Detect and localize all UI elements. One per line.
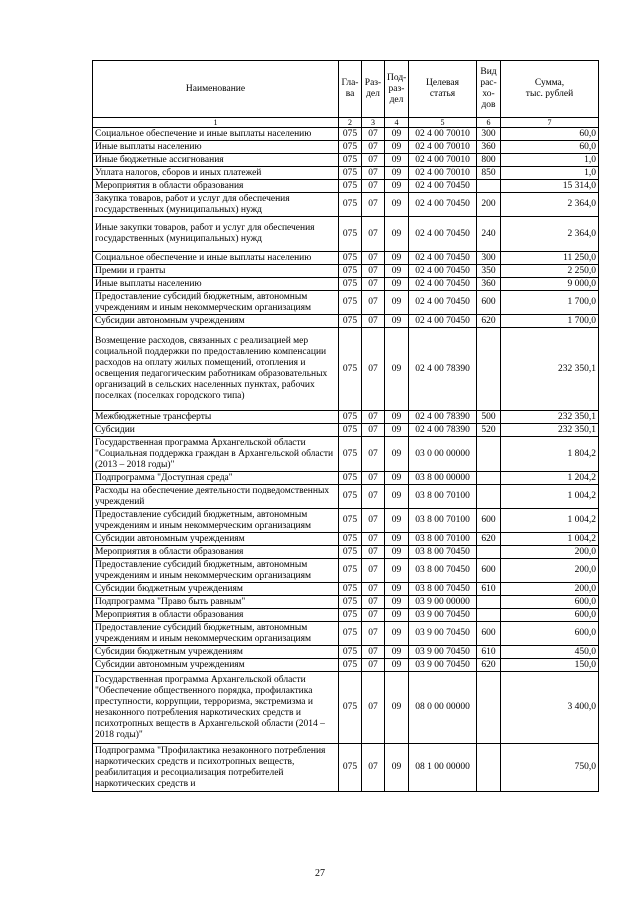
row-target-cell: 03 9 00 70450 [409,659,477,672]
row-sum-cell: 450,0 [501,646,599,659]
table-row [93,128,599,141]
row-glava-cell: 075 [339,278,362,291]
row-target-cell: 02 4 00 70450 [409,265,477,278]
table-row [93,559,599,583]
row-sum-cell: 200,0 [501,546,599,559]
row-razdel-cell: 07 [362,328,385,411]
row-razdel-cell: 07 [362,291,385,315]
table-row [93,609,599,622]
row-target-cell: 02 4 00 70010 [409,167,477,180]
header-podrazdel: Под- раз- дел [385,61,409,118]
row-name-cell: Субсидии [93,424,339,437]
row-target-cell: 03 8 00 70100 [409,509,477,533]
row-target-cell: 02 4 00 70010 [409,154,477,167]
table-row [93,291,599,315]
table-row [93,154,599,167]
row-razdel-cell: 07 [362,315,385,328]
row-glava-cell: 075 [339,265,362,278]
row-vid-cell: 500 [477,411,501,424]
row-name-cell: Предоставление субсидий бюджетным, автономным учреждениям и иным некоммерческим организациям [93,291,339,315]
row-podrazdel-cell: 09 [385,485,409,509]
table-row [93,583,599,596]
row-podrazdel-cell: 09 [385,546,409,559]
row-glava-cell: 075 [339,252,362,265]
row-razdel-cell: 07 [362,659,385,672]
table-row [93,265,599,278]
row-podrazdel-cell: 09 [385,609,409,622]
row-name-cell: Субсидии бюджетным учреждениям [93,583,339,596]
row-vid-cell: 610 [477,646,501,659]
row-razdel-cell: 07 [362,180,385,193]
row-name-cell: Иные выплаты населению [93,141,339,154]
row-glava-cell: 075 [339,128,362,141]
row-razdel-cell: 07 [362,622,385,646]
row-razdel-cell: 07 [362,167,385,180]
row-podrazdel-cell: 09 [385,472,409,485]
row-vid-cell: 800 [477,154,501,167]
row-vid-cell: 620 [477,659,501,672]
row-target-cell: 03 8 00 70450 [409,583,477,596]
row-sum-cell: 1 804,2 [501,437,599,472]
row-name-cell: Социальное обеспечение и иные выплаты населению [93,128,339,141]
row-vid-cell: 620 [477,533,501,546]
row-target-cell: 02 4 00 70450 [409,291,477,315]
header-sum: Сумма, тыс. рублей [501,61,599,118]
row-podrazdel-cell: 09 [385,533,409,546]
row-name-cell: Мероприятия в области образования [93,180,339,193]
row-podrazdel-cell: 09 [385,217,409,252]
row-podrazdel-cell: 09 [385,265,409,278]
table-row [93,672,599,744]
table-row [93,646,599,659]
row-name-cell: Возмещение расходов, связанных с реализацией мер социальной поддержки по предоставлению компенсации расходов на оплату жилых помещений, отопления и освещения педагогическим работникам образовательных организаций в сельских населенных пунктах, рабочих поселках (поселках городского типа) [93,328,339,411]
row-sum-cell: 1,0 [501,154,599,167]
row-name-cell: Премии и гранты [93,265,339,278]
row-target-cell: 03 9 00 70450 [409,622,477,646]
row-target-cell: 02 4 00 78390 [409,411,477,424]
row-podrazdel-cell: 09 [385,646,409,659]
table-row [93,424,599,437]
row-sum-cell: 2 364,0 [501,193,599,217]
row-vid-cell: 520 [477,424,501,437]
row-target-cell: 02 4 00 78390 [409,424,477,437]
row-target-cell: 03 8 00 00000 [409,472,477,485]
header-target: Целевая статья [409,61,477,118]
budget-table-container [92,60,598,792]
row-name-cell: Подпрограмма "Право быть равным" [93,596,339,609]
row-target-cell: 03 0 00 00000 [409,437,477,472]
row-podrazdel-cell: 09 [385,328,409,411]
row-target-cell: 02 4 00 78390 [409,328,477,411]
row-razdel-cell: 07 [362,217,385,252]
row-vid-cell: 360 [477,278,501,291]
row-glava-cell: 075 [339,217,362,252]
row-vid-cell: 600 [477,509,501,533]
row-razdel-cell: 07 [362,646,385,659]
row-glava-cell: 075 [339,533,362,546]
table-row [93,252,599,265]
row-razdel-cell: 07 [362,411,385,424]
row-target-cell: 02 4 00 70010 [409,128,477,141]
row-name-cell: Мероприятия в области образования [93,546,339,559]
header-glava: Гла- ва [339,61,362,118]
row-sum-cell: 60,0 [501,141,599,154]
row-razdel-cell: 07 [362,744,385,792]
row-podrazdel-cell: 09 [385,559,409,583]
row-vid-cell [477,672,501,744]
row-podrazdel-cell: 09 [385,167,409,180]
row-name-cell: Уплата налогов, сборов и иных платежей [93,167,339,180]
row-name-cell: Закупка товаров, работ и услуг для обеспечения государственных (муниципальных) нужд [93,193,339,217]
row-sum-cell: 150,0 [501,659,599,672]
row-razdel-cell: 07 [362,141,385,154]
row-vid-cell: 610 [477,583,501,596]
row-name-cell: Предоставление субсидий бюджетным, автономным учреждениям и иным некоммерческим организациям [93,622,339,646]
row-podrazdel-cell: 09 [385,291,409,315]
col-number: 7 [501,118,599,128]
row-name-cell: Субсидии автономным учреждениям [93,315,339,328]
row-glava-cell: 075 [339,622,362,646]
table-row [93,328,599,411]
table-row [93,509,599,533]
col-number: 2 [339,118,362,128]
table-row [93,193,599,217]
row-vid-cell [477,437,501,472]
table-row [93,472,599,485]
row-name-cell: Социальное обеспечение и иные выплаты населению [93,252,339,265]
row-name-cell: Предоставление субсидий бюджетным, автономным учреждениям и иным некоммерческим организациям [93,509,339,533]
row-target-cell: 03 8 00 70450 [409,559,477,583]
row-sum-cell: 1 004,2 [501,533,599,546]
row-vid-cell [477,744,501,792]
row-podrazdel-cell: 09 [385,672,409,744]
table-row [93,546,599,559]
row-podrazdel-cell: 09 [385,583,409,596]
table-row [93,659,599,672]
row-podrazdel-cell: 09 [385,315,409,328]
row-glava-cell: 075 [339,424,362,437]
row-sum-cell: 1 204,2 [501,472,599,485]
row-sum-cell: 600,0 [501,596,599,609]
row-razdel-cell: 07 [362,265,385,278]
row-podrazdel-cell: 09 [385,411,409,424]
row-podrazdel-cell: 09 [385,659,409,672]
row-razdel-cell: 07 [362,533,385,546]
row-vid-cell: 300 [477,252,501,265]
row-sum-cell: 1,0 [501,167,599,180]
row-sum-cell: 600,0 [501,622,599,646]
row-vid-cell: 620 [477,315,501,328]
header-row [93,61,599,118]
table-row [93,744,599,792]
row-glava-cell: 075 [339,167,362,180]
row-target-cell: 02 4 00 70450 [409,278,477,291]
row-glava-cell: 075 [339,609,362,622]
row-vid-cell: 350 [477,265,501,278]
row-vid-cell: 200 [477,193,501,217]
header-razdel: Раз- дел [362,61,385,118]
row-glava-cell: 075 [339,180,362,193]
row-razdel-cell: 07 [362,546,385,559]
row-glava-cell: 075 [339,291,362,315]
row-razdel-cell: 07 [362,128,385,141]
row-glava-cell: 075 [339,411,362,424]
row-glava-cell: 075 [339,509,362,533]
row-glava-cell: 075 [339,672,362,744]
row-razdel-cell: 07 [362,485,385,509]
row-sum-cell: 1 004,2 [501,485,599,509]
row-target-cell: 08 0 00 00000 [409,672,477,744]
row-razdel-cell: 07 [362,596,385,609]
row-vid-cell [477,609,501,622]
table-row [93,315,599,328]
col-number: 5 [409,118,477,128]
table-row [93,622,599,646]
row-razdel-cell: 07 [362,424,385,437]
row-target-cell: 03 8 00 70100 [409,485,477,509]
row-vid-cell [477,485,501,509]
row-vid-cell: 600 [477,291,501,315]
row-sum-cell: 2 364,0 [501,217,599,252]
row-target-cell: 03 8 00 70100 [409,533,477,546]
row-podrazdel-cell: 09 [385,193,409,217]
row-name-cell: Государственная программа Архангельской области "Обеспечение общественного порядка, профилактика преступности, коррупции, терроризма, экстремизма и незаконного потребления наркотических средств и психотропных веществ в Архангельской области (2014 – 2018 годы)" [93,672,339,744]
row-sum-cell: 232 350,1 [501,411,599,424]
row-razdel-cell: 07 [362,193,385,217]
row-podrazdel-cell: 09 [385,622,409,646]
row-vid-cell [477,546,501,559]
row-glava-cell: 075 [339,659,362,672]
row-sum-cell: 2 250,0 [501,265,599,278]
row-name-cell: Субсидии автономным учреждениям [93,659,339,672]
row-sum-cell: 200,0 [501,559,599,583]
table-row [93,533,599,546]
row-glava-cell: 075 [339,437,362,472]
col-number: 1 [93,118,339,128]
row-razdel-cell: 07 [362,278,385,291]
row-sum-cell: 1 700,0 [501,291,599,315]
row-name-cell: Иные выплаты населению [93,278,339,291]
row-sum-cell: 600,0 [501,609,599,622]
row-podrazdel-cell: 09 [385,180,409,193]
col-number: 3 [362,118,385,128]
row-glava-cell: 075 [339,596,362,609]
row-target-cell: 02 4 00 70450 [409,252,477,265]
row-name-cell: Субсидии автономным учреждениям [93,533,339,546]
row-podrazdel-cell: 09 [385,509,409,533]
row-target-cell: 02 4 00 70450 [409,217,477,252]
col-number: 6 [477,118,501,128]
page-number: 27 [315,868,325,879]
row-target-cell: 03 9 00 70450 [409,609,477,622]
row-target-cell: 03 8 00 70450 [409,546,477,559]
row-name-cell: Подпрограмма "Доступная среда" [93,472,339,485]
row-name-cell: Иные бюджетные ассигнования [93,154,339,167]
table-row [93,411,599,424]
row-razdel-cell: 07 [362,583,385,596]
row-vid-cell [477,328,501,411]
row-name-cell: Иные закупки товаров, работ и услуг для обеспечения государственных (муниципальных) нужд [93,217,339,252]
row-sum-cell: 750,0 [501,744,599,792]
row-vid-cell [477,180,501,193]
row-name-cell: Межбюджетные трансферты [93,411,339,424]
row-razdel-cell: 07 [362,252,385,265]
row-vid-cell [477,472,501,485]
table-row [93,180,599,193]
row-podrazdel-cell: 09 [385,278,409,291]
row-glava-cell: 075 [339,328,362,411]
row-target-cell: 02 4 00 70450 [409,315,477,328]
budget-table [92,60,599,792]
row-razdel-cell: 07 [362,472,385,485]
row-glava-cell: 075 [339,485,362,509]
row-sum-cell: 11 250,0 [501,252,599,265]
row-glava-cell: 075 [339,315,362,328]
row-glava-cell: 075 [339,472,362,485]
row-vid-cell: 360 [477,141,501,154]
row-glava-cell: 075 [339,154,362,167]
row-name-cell: Расходы на обеспечение деятельности подведомственных учреждений [93,485,339,509]
header-name: Наименование [93,61,339,118]
row-glava-cell: 075 [339,744,362,792]
row-sum-cell: 232 350,1 [501,424,599,437]
table-row [93,141,599,154]
row-sum-cell: 15 314,0 [501,180,599,193]
row-target-cell: 02 4 00 70450 [409,193,477,217]
row-razdel-cell: 07 [362,154,385,167]
row-podrazdel-cell: 09 [385,596,409,609]
col-number: 4 [385,118,409,128]
row-glava-cell: 075 [339,193,362,217]
row-name-cell: Государственная программа Архангельской области "Социальная поддержка граждан в Архангельской области (2013 – 2018 годы)" [93,437,339,472]
row-razdel-cell: 07 [362,509,385,533]
row-sum-cell: 1 700,0 [501,315,599,328]
table-row [93,596,599,609]
row-podrazdel-cell: 09 [385,744,409,792]
row-sum-cell: 60,0 [501,128,599,141]
row-vid-cell: 600 [477,622,501,646]
row-podrazdel-cell: 09 [385,252,409,265]
row-target-cell: 03 9 00 00000 [409,596,477,609]
column-number-row [93,118,599,128]
row-name-cell: Мероприятия в области образования [93,609,339,622]
row-name-cell: Подпрограмма "Профилактика незаконного потребления наркотических средств и психотропных веществ, реабилитация и ресоциализация потребителей наркотических средств и [93,744,339,792]
row-target-cell: 02 4 00 70450 [409,180,477,193]
row-sum-cell: 232 350,1 [501,328,599,411]
row-sum-cell: 200,0 [501,583,599,596]
row-glava-cell: 075 [339,559,362,583]
header-vid: Вид рас- хо- дов [477,61,501,118]
row-vid-cell: 850 [477,167,501,180]
row-sum-cell: 1 004,2 [501,509,599,533]
row-name-cell: Предоставление субсидий бюджетным, автономным учреждениям и иным некоммерческим организациям [93,559,339,583]
row-vid-cell: 600 [477,559,501,583]
row-podrazdel-cell: 09 [385,141,409,154]
row-target-cell: 02 4 00 70010 [409,141,477,154]
row-razdel-cell: 07 [362,437,385,472]
row-glava-cell: 075 [339,546,362,559]
table-row [93,278,599,291]
table-row [93,485,599,509]
row-razdel-cell: 07 [362,672,385,744]
row-glava-cell: 075 [339,646,362,659]
row-vid-cell [477,596,501,609]
row-razdel-cell: 07 [362,559,385,583]
row-podrazdel-cell: 09 [385,424,409,437]
row-glava-cell: 075 [339,141,362,154]
row-vid-cell: 240 [477,217,501,252]
row-podrazdel-cell: 09 [385,128,409,141]
table-row [93,437,599,472]
row-podrazdel-cell: 09 [385,154,409,167]
row-vid-cell: 300 [477,128,501,141]
row-target-cell: 08 1 00 00000 [409,744,477,792]
row-target-cell: 03 9 00 70450 [409,646,477,659]
table-row [93,167,599,180]
row-podrazdel-cell: 09 [385,437,409,472]
table-row [93,217,599,252]
row-sum-cell: 9 000,0 [501,278,599,291]
row-name-cell: Субсидии бюджетным учреждениям [93,646,339,659]
row-razdel-cell: 07 [362,609,385,622]
row-glava-cell: 075 [339,583,362,596]
row-sum-cell: 3 400,0 [501,672,599,744]
